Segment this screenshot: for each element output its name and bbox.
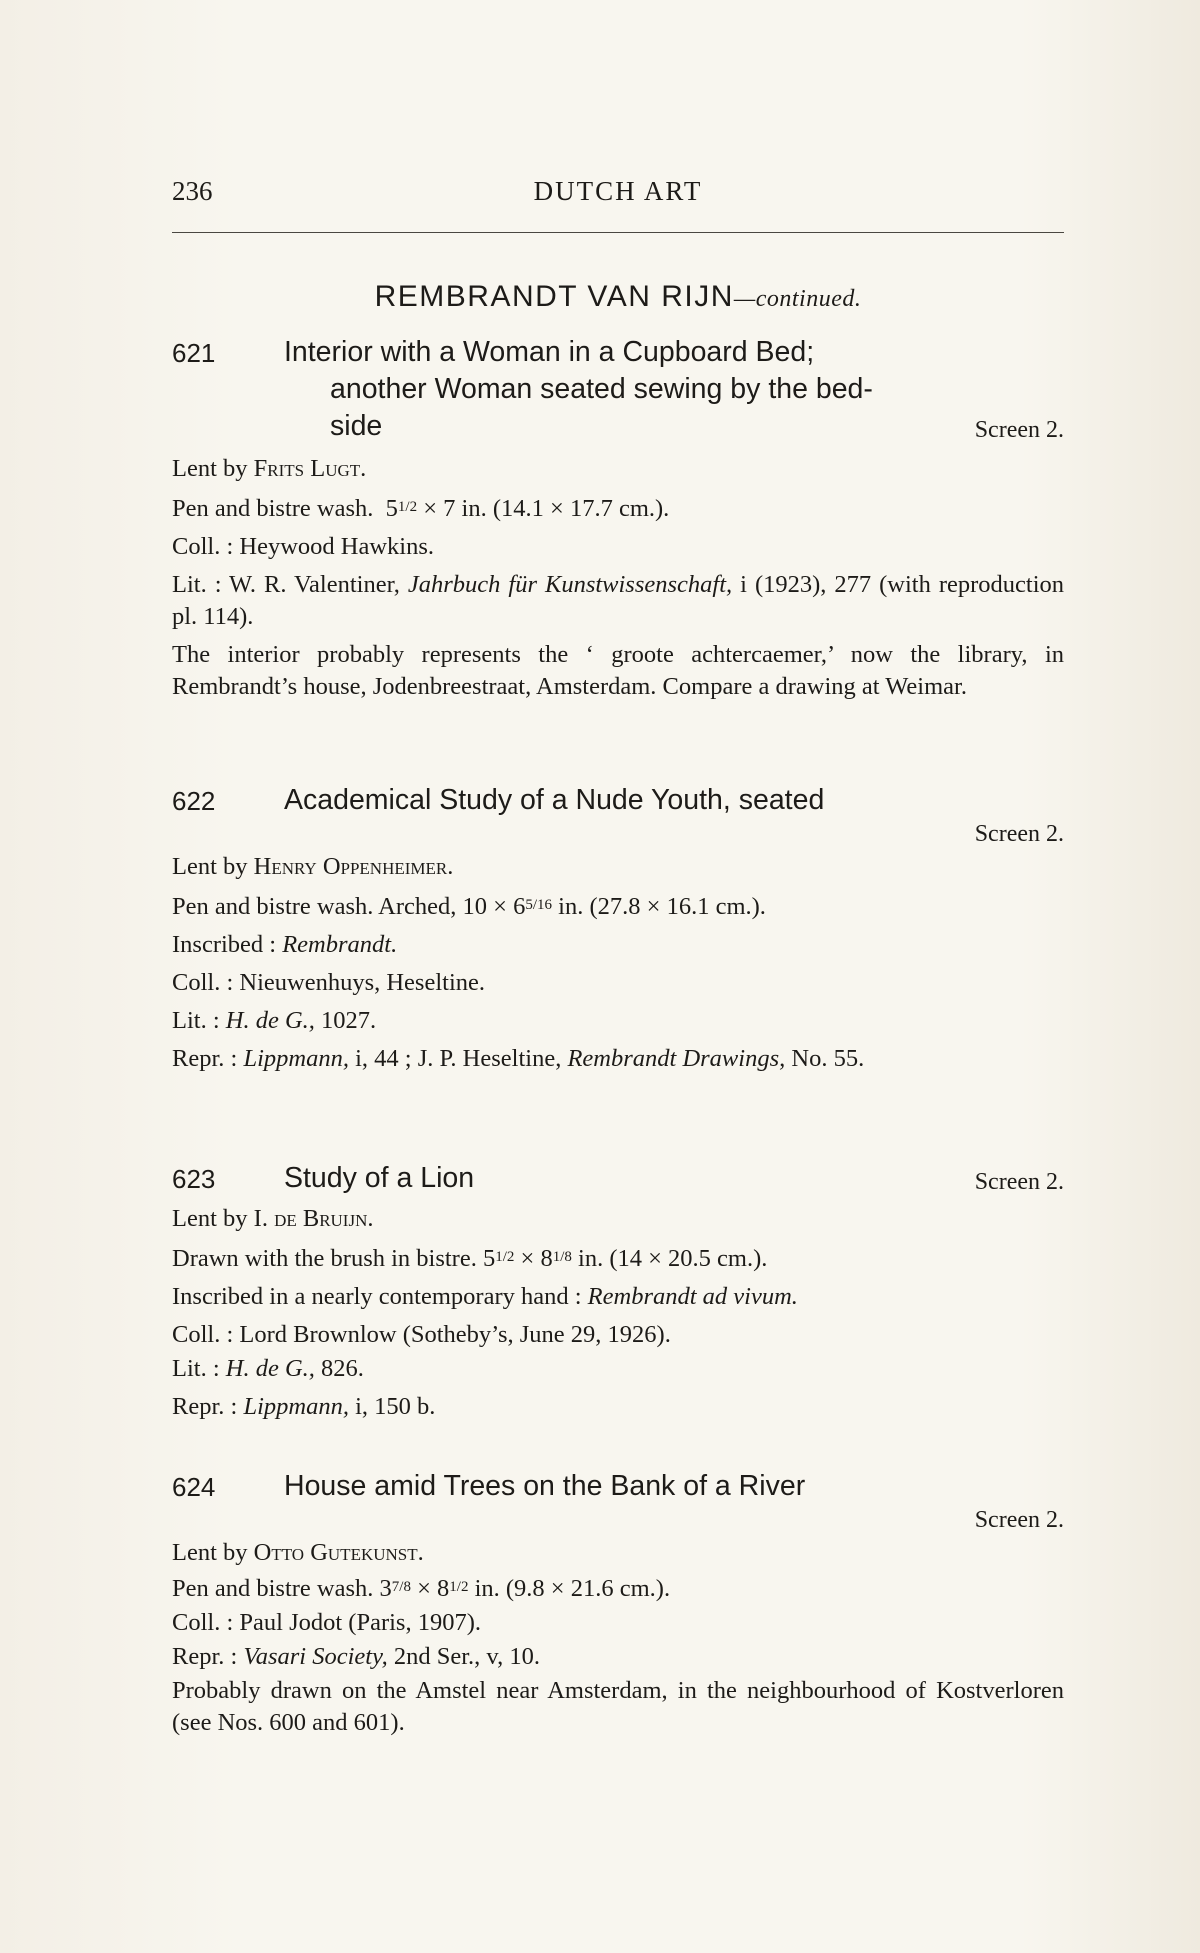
- screen-label: Screen 2.: [974, 1169, 1064, 1195]
- collection-line: Coll. : Heywood Hawkins.: [172, 533, 434, 560]
- reproduction-line: Repr. : Lippmann, i, 44 ; J. P. Heseltine, Rembrandt Drawings, No. 55.: [172, 1045, 865, 1072]
- page-header: [172, 176, 1064, 216]
- entry-title: Study of a Lion Screen 2.: [284, 1160, 1064, 1197]
- entry-note: Probably drawn on the Amstel near Amsterdam, in the neighbourhood of Kostverloren (see Nos. 600 and 601).: [172, 1677, 1064, 1736]
- page-number: 236: [172, 176, 213, 206]
- screen-label: Screen 2.: [974, 417, 1064, 443]
- entry-number: 621: [172, 338, 216, 368]
- literature-line: Lit. : W. R. Valentiner, Jahrbuch für Kunstwissenschaft, i (1923), 277 (with reproduction pl. 114).: [172, 571, 1064, 630]
- section-heading: [172, 280, 1064, 314]
- reproduction-line: Repr. : Vasari Society, 2nd Ser., v, 10.: [172, 1643, 540, 1670]
- catalogue-entry-621: [172, 334, 1064, 703]
- screen-label: Screen 2.: [974, 821, 1064, 847]
- entry-number: 624: [172, 1472, 216, 1502]
- lender-line: Lent by Henry Oppenheimer.: [172, 853, 454, 880]
- medium-line: Pen and bistre wash. Arched, $10 \times 6^{5/16}$ in. (27.8 × 16.1 cm.).: [172, 893, 766, 920]
- entry-number: 622: [172, 786, 216, 816]
- lender-line: Lent by Otto Gutekunst.: [172, 1539, 424, 1566]
- literature-line: Lit. : H. de G., 826.: [172, 1355, 364, 1382]
- inscription-line: Inscribed : Rembrandt.: [172, 931, 398, 958]
- lender-line: Lent by I. de Bruijn.: [172, 1205, 374, 1232]
- catalogue-entry-623: [172, 1160, 1064, 1423]
- catalogue-entry-622: [172, 782, 1064, 1075]
- entry-title: Interior with a Woman in a Cupboard Bed; another Woman seated sewing by the bed- side Screen 2.: [284, 334, 1064, 445]
- continued-label: —continued.: [733, 286, 862, 312]
- artist-name: REMBRANDT VAN RIJN: [374, 280, 734, 313]
- medium-line: Pen and bistre wash. $3^{7/8} \times 8^{1/2}$ in. (9.8 × 21.6 cm.).: [172, 1575, 671, 1602]
- collection-line: Coll. : Lord Brownlow (Sotheby’s, June 29, 1926).: [172, 1321, 671, 1348]
- screen-label: Screen 2.: [974, 1507, 1064, 1533]
- medium-line: Drawn with the brush in bistre. $5^{1/2} \times 8^{1/8}$ in. (14 × 20.5 cm.).: [172, 1245, 768, 1272]
- entry-title: Academical Study of a Nude Youth, seated: [284, 784, 825, 816]
- header-rule: [172, 232, 1064, 233]
- medium-line: Pen and bistre wash. $5^{1/2} \times 7$ in. (14.1 × 17.7 cm.).: [172, 495, 670, 522]
- lender-line: Lent by Frits Lugt.: [172, 455, 367, 482]
- inscription-line: Inscribed in a nearly contemporary hand : Rembrandt ad vivum.: [172, 1283, 798, 1310]
- collection-line: Coll. : Nieuwenhuys, Heseltine.: [172, 969, 486, 996]
- catalogue-entry-624: [172, 1468, 1064, 1739]
- entry-title: House amid Trees on the Bank of a River: [284, 1470, 806, 1502]
- collection-line: Coll. : Paul Jodot (Paris, 1907).: [172, 1609, 481, 1636]
- running-head: DUTCH ART: [533, 176, 703, 206]
- entry-note: The interior probably represents the ‘ groote achtercaemer,’ now the library, in Rembrandt’s house, Jodenbreestraat, Amsterdam. Compare a drawing at Weimar.: [172, 641, 1064, 700]
- literature-line: Lit. : H. de G., 1027.: [172, 1007, 377, 1034]
- entry-number: 623: [172, 1164, 216, 1194]
- reproduction-line: Repr. : Lippmann, i, 150 b.: [172, 1393, 436, 1420]
